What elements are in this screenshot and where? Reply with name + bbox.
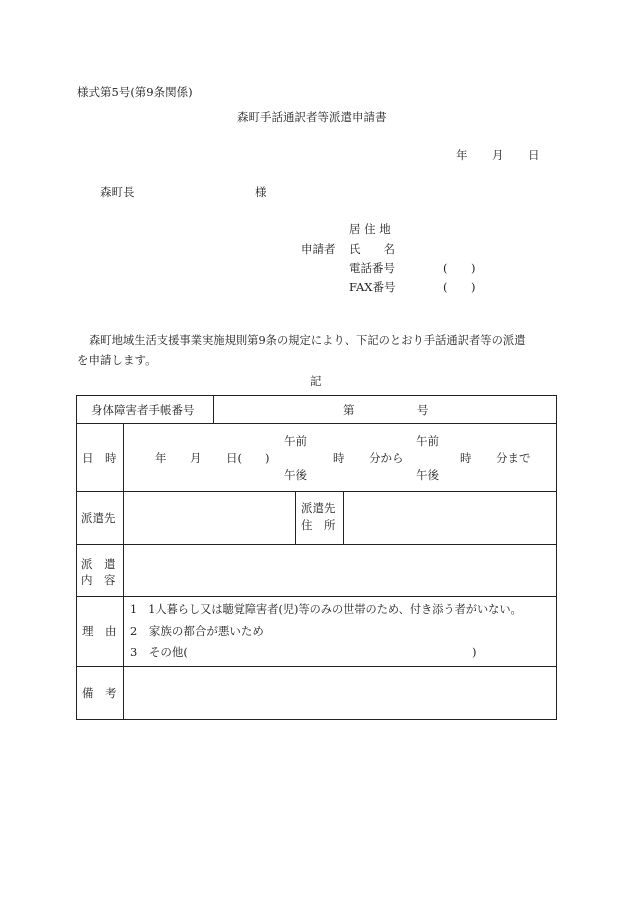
reason-option-3-close: ) <box>472 645 477 659</box>
dest-address-label-2: 住 所 <box>301 518 336 532</box>
dt-day: 日( ) <box>226 451 270 465</box>
reason-option-2: 2 家族の都合が悪いため <box>130 624 264 638</box>
handbook-go: 号 <box>417 403 429 417</box>
end-pm: 午後 <box>416 468 439 482</box>
destination-label: 派遣先 <box>81 511 116 525</box>
end-am: 午前 <box>416 434 439 448</box>
dt-year: 年 <box>155 451 167 465</box>
applicant-phone-label: 電話番号 <box>349 261 395 275</box>
date-day: 日 <box>528 148 540 162</box>
dest-address-label-1: 派遣先 <box>301 501 336 515</box>
reason-label: 理 由 <box>82 624 117 638</box>
datetime-label: 日 時 <box>82 451 117 465</box>
start-am: 午前 <box>284 434 307 448</box>
content-label-1: 派 遣 <box>81 557 116 571</box>
date-year: 年 <box>456 148 468 162</box>
reason-option-3: 3 その他( <box>130 645 188 659</box>
fax-paren-open: ( <box>443 280 448 294</box>
reason-option-1: 1 1人暮らし又は聴覚障害者(児)等のみの世帯のため、付き添う者がいない。 <box>130 603 522 616</box>
applicant-name-label: 氏 名 <box>349 242 395 256</box>
applicant-address-label: 居 住 地 <box>349 222 391 236</box>
phone-paren-open: ( <box>443 261 448 275</box>
form-number: 様式第5号(第9条関係) <box>77 85 193 99</box>
date-month: 月 <box>492 148 504 162</box>
remarks-label: 備 考 <box>82 686 117 700</box>
end-until: 分まで <box>496 451 531 465</box>
content-label-2: 内 容 <box>81 573 116 587</box>
start-from: 分から <box>369 451 404 465</box>
dt-month: 月 <box>190 451 202 465</box>
fax-paren-close: ) <box>471 280 476 294</box>
form-title: 森町手話通訳者等派遣申請書 <box>237 110 387 124</box>
addressee-mayor: 森町長 <box>100 185 135 199</box>
body-text-line1: 森町地域生活支援事業実施規則第9条の規定により、下記のとおり手話通訳者等の派遣 <box>89 334 526 347</box>
ki-heading: 記 <box>310 374 322 388</box>
applicant-fax-label: FAX番号 <box>349 280 396 294</box>
phone-paren-close: ) <box>471 261 476 275</box>
start-pm: 午後 <box>284 468 307 482</box>
body-text-line2: を申請します。 <box>77 353 157 367</box>
handbook-label: 身体障害者手帳番号 <box>91 403 195 417</box>
handbook-dai: 第 <box>343 403 355 417</box>
start-hour: 時 <box>333 451 345 465</box>
end-hour: 時 <box>460 451 472 465</box>
addressee-honorific: 様 <box>255 185 267 199</box>
applicant-label: 申請者 <box>301 242 336 256</box>
